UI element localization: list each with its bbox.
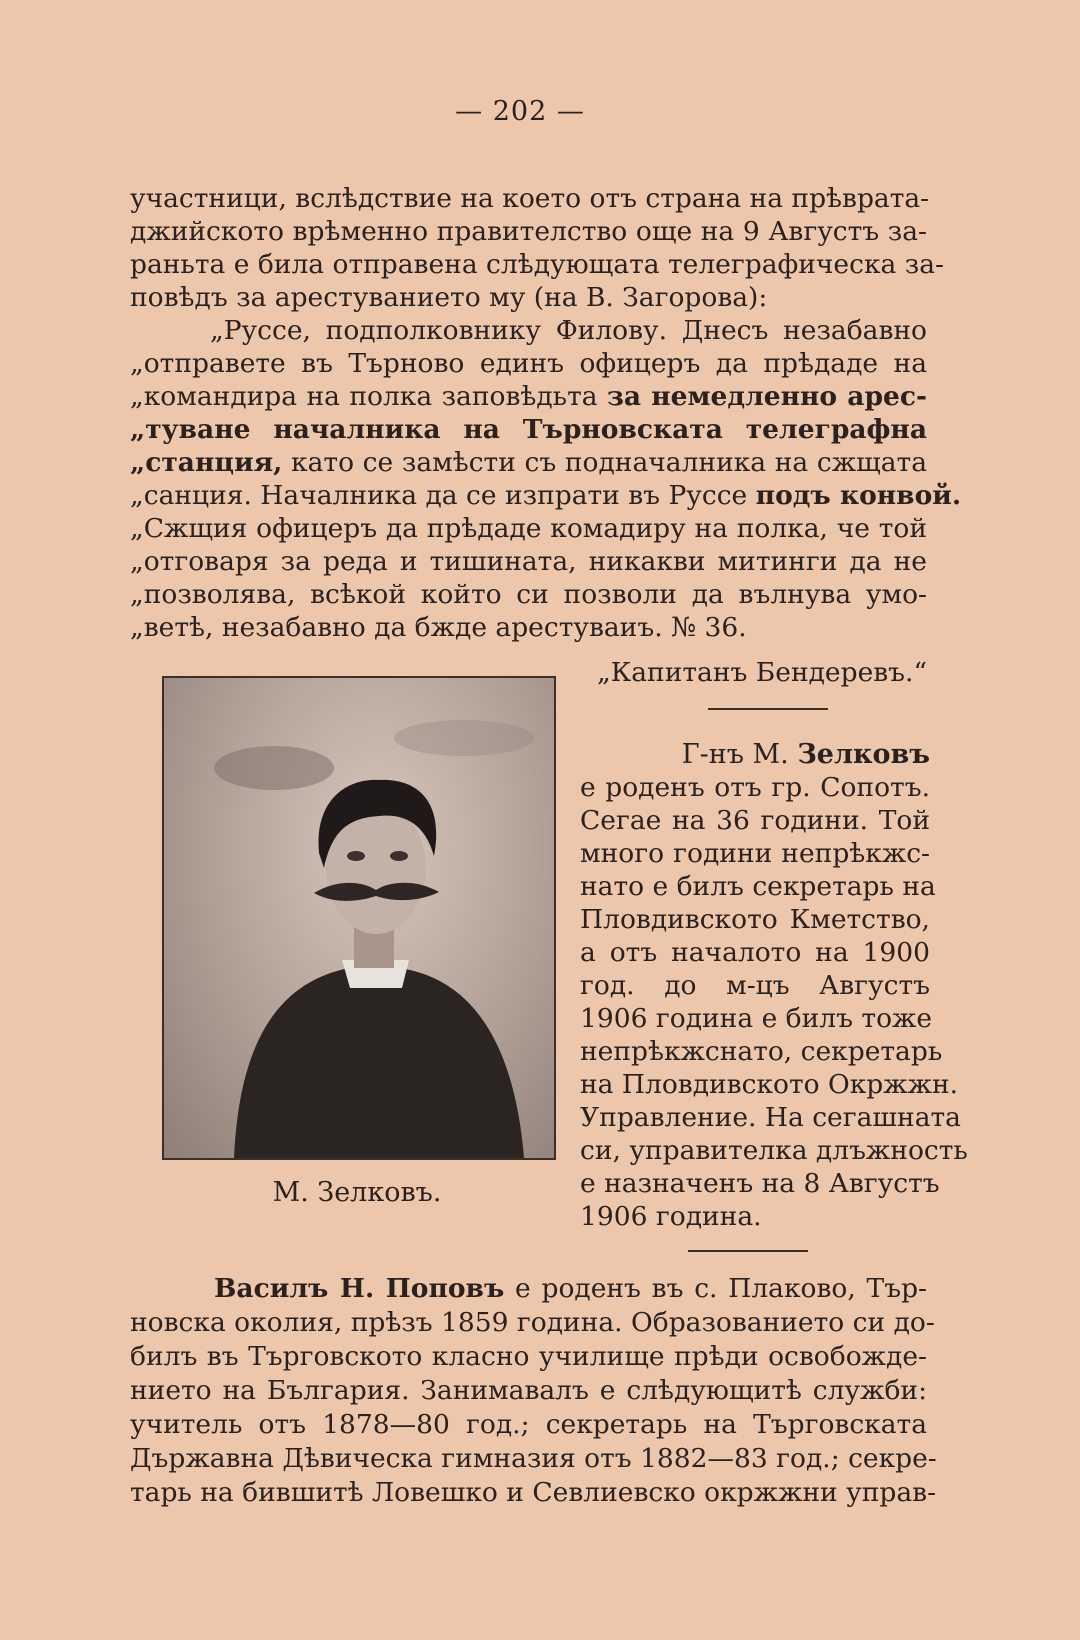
popov-line: билъ въ Търговското класно училище прѣди освобожде- — [130, 1341, 927, 1372]
telegram-bold-text: „станция, — [130, 447, 283, 478]
page-number: — 202 — — [455, 96, 585, 127]
bio-line: си, управителка длъжность — [580, 1135, 968, 1166]
telegram-line: „позволява, всѣкой който си позволи да вълнува умо- — [130, 579, 927, 610]
text-line: повѣдъ за арестуванието му (на В. Загорова): — [130, 282, 768, 313]
bio-line: е назначенъ на 8 Августъ — [580, 1168, 940, 1199]
zelkov-heading — [580, 738, 930, 771]
bio-line: Пловдивското Кметство, — [580, 904, 930, 935]
bio-line: на Пловдивското Окржжн. — [580, 1069, 959, 1100]
bio-line: Управление. На сегашната — [580, 1102, 961, 1133]
telegram-bold-text: за немедленно арес- — [606, 381, 927, 412]
bio-line: много години непрѣкжс- — [580, 838, 930, 869]
telegram-line — [130, 380, 927, 413]
bio-line: е роденъ отъ гр. Сопотъ. — [580, 772, 930, 803]
telegram-text: „командира на полка заповѣдьта — [130, 381, 607, 412]
telegram-bold-text: подъ конвой. — [755, 480, 962, 511]
photo-caption: М. Зелковъ. — [272, 1177, 442, 1208]
telegram-line: „ветѣ, незабавно да бжде арестуваиъ. № 36. — [130, 612, 747, 643]
telegram-line: „Сжщия офицеръ да прѣдаде комадиру на полка, че той — [130, 513, 927, 544]
popov-line — [130, 1272, 927, 1305]
text-line: джийското врѣменно правителство още на 9 Августъ за- — [130, 216, 927, 247]
telegram-line: „Руссе, подполковнику Филову. Днесъ незабавно — [210, 315, 927, 346]
bio-line: а отъ началото на 1900 — [580, 937, 930, 968]
popov-name: Василъ Н. Поповъ — [214, 1273, 505, 1304]
portrait-photo — [162, 676, 556, 1160]
popov-line: учитель отъ 1878—80 год.; секретарь на Търговската — [130, 1409, 927, 1440]
telegram-text: „санция. Началника да се изпрати въ Руссе — [130, 480, 756, 511]
section-divider — [708, 708, 828, 710]
telegram-signature: „Капитанъ Бендеревъ.“ — [597, 657, 927, 688]
bio-line: год. до м-цъ Августъ — [580, 970, 930, 1001]
bio-line: Сегае на 36 години. Той — [580, 805, 930, 836]
popov-line: Държавна Дѣвическа гимназия отъ 1882—83 год.; секре- — [130, 1443, 937, 1474]
telegram-line — [130, 446, 927, 479]
section-divider — [688, 1250, 808, 1252]
telegram-line — [130, 479, 962, 512]
zelkov-name: Зелковъ — [797, 739, 930, 770]
popov-line: новска околия, прѣзъ 1859 година. Образованието си до- — [130, 1307, 935, 1338]
portrait-drawing — [164, 678, 554, 1158]
telegram-text: като се замѣсти съ подначалника на сжщата — [282, 447, 927, 478]
text-line: участници, вслѣдствие на което отъ страна на прѣврата- — [130, 183, 930, 214]
bio-line: нато е билъ секретарь на — [580, 871, 936, 902]
text-line: раньта е била отправена слѣдующата телеграфическа за- — [130, 249, 944, 280]
popov-text: е роденъ въ с. Плаково, Тър- — [504, 1273, 928, 1304]
popov-line: тарь на бившитѣ Ловешко и Севлиевско окржжни управ- — [130, 1477, 937, 1508]
zelkov-name-prefix: Г-нъ М. — [681, 739, 798, 770]
bio-line: непрѣкжснато, секретарь — [580, 1036, 943, 1067]
telegram-line: „туване началника на Търновската телеграфна — [130, 414, 927, 445]
popov-line: нието на България. Занимавалъ е слѣдующитѣ служби: — [130, 1375, 927, 1406]
telegram-line: „отговаря за реда и тишината, никакви митинги да не — [130, 546, 927, 577]
bio-line: 1906 година е билъ тоже — [580, 1003, 933, 1034]
bio-line: 1906 година. — [580, 1201, 762, 1232]
telegram-line: „отправете въ Търново единъ офицеръ да прѣдаде на — [130, 348, 927, 379]
